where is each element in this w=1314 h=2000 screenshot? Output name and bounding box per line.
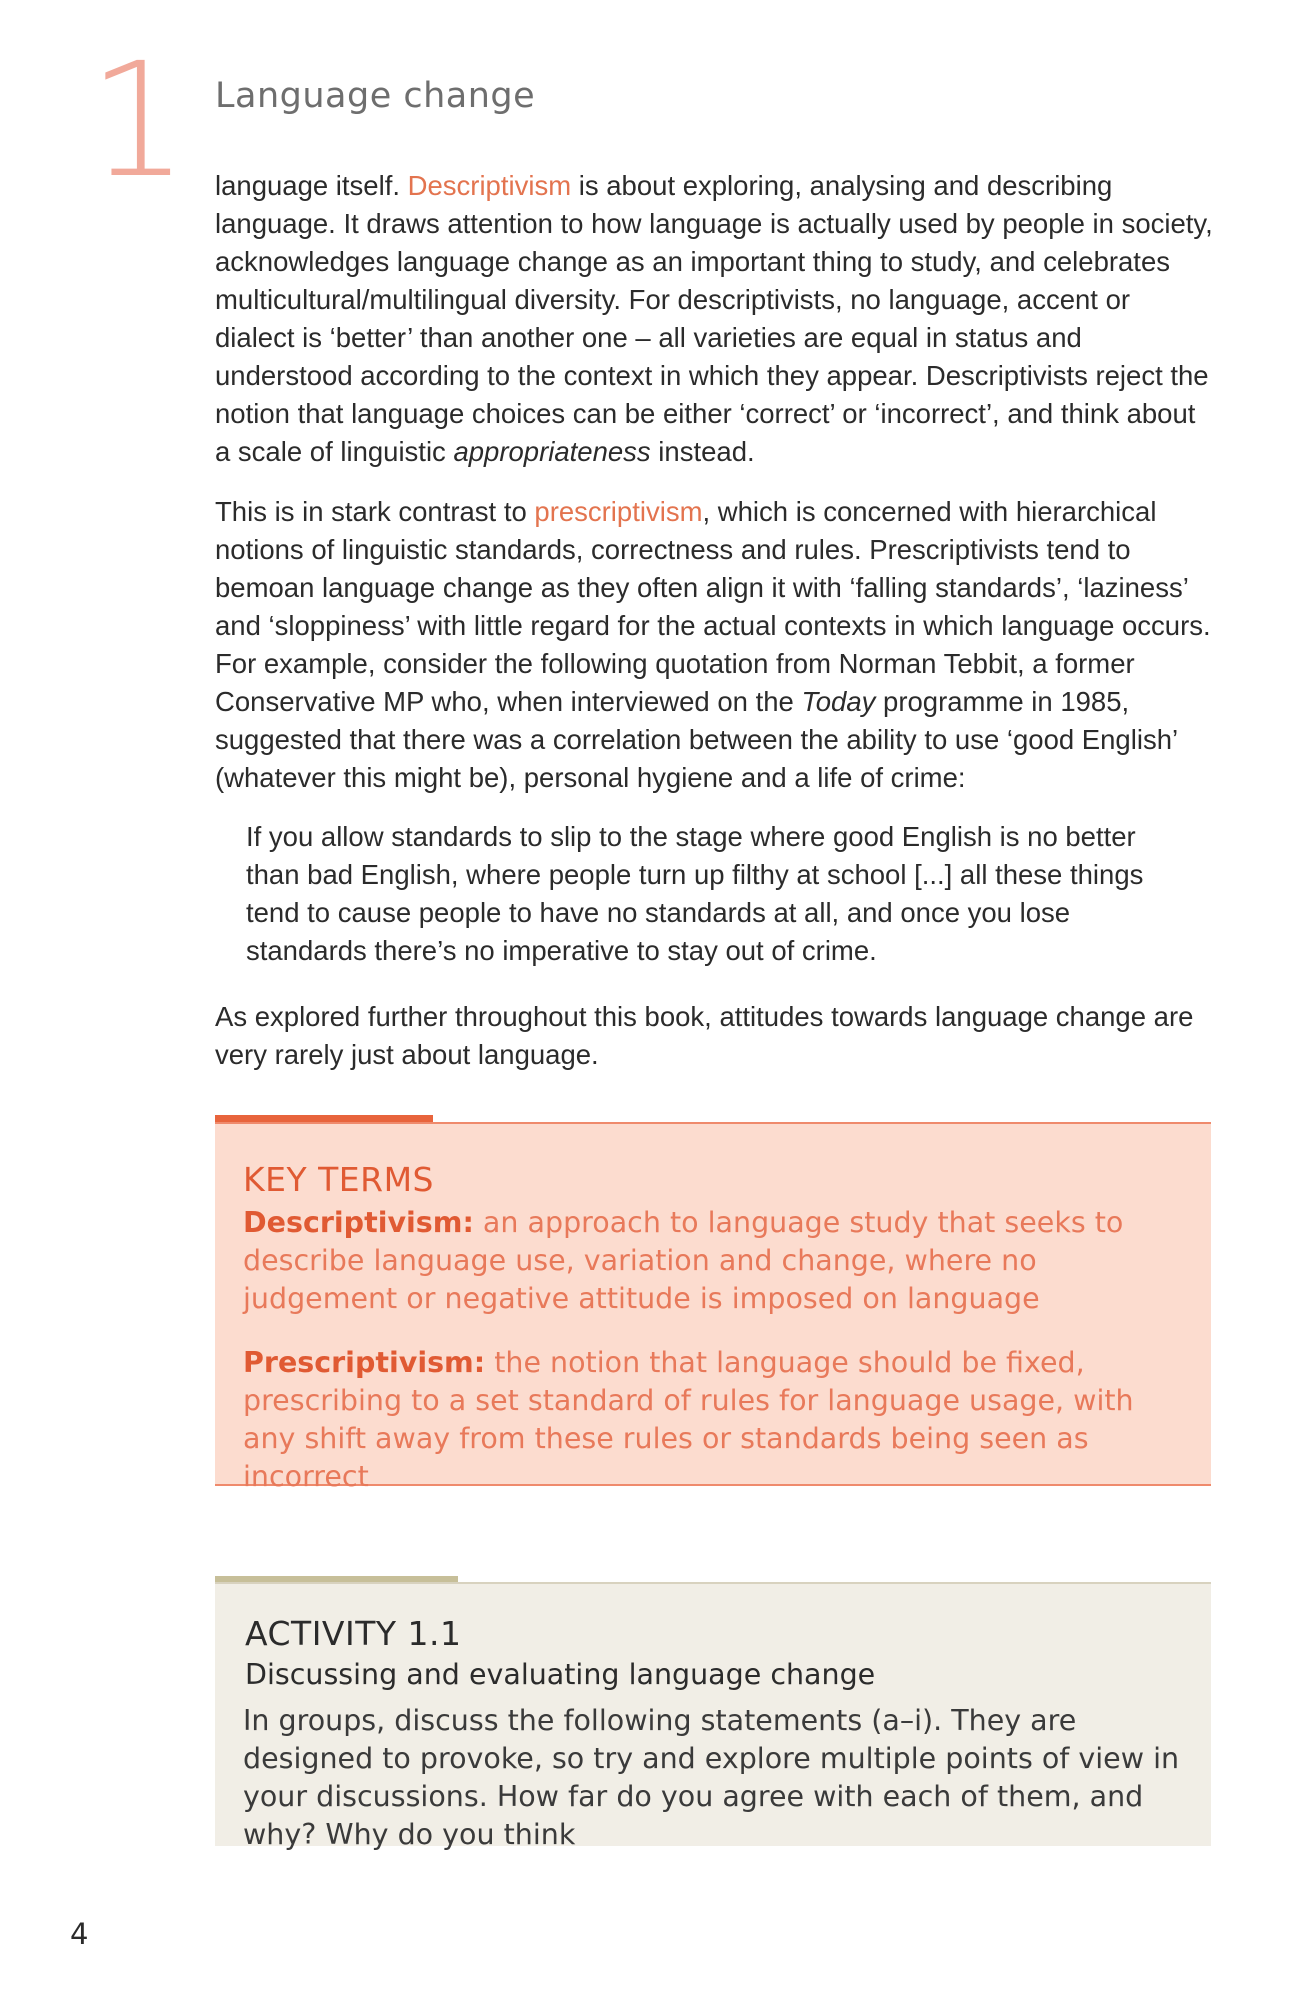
paragraph-text: language itself. — [215, 170, 408, 201]
term-prescriptivism: prescriptivism — [534, 496, 703, 527]
key-terms-heading: KEY TERMS — [243, 1160, 434, 1199]
chapter-number: 1 — [88, 29, 189, 213]
activity-heading: ACTIVITY 1.1 — [245, 1614, 462, 1653]
key-term-definition: the notion that language should be fixed, prescribing to a set standard of rules for language usage, with any shift away from these rules or standards being seen as incorrect — [243, 1346, 1134, 1493]
term-descriptivism: Descriptivism — [407, 170, 572, 201]
activity-box — [215, 1582, 1211, 1851]
paragraph-prescriptivism — [215, 493, 1215, 797]
chapter-title: Language change — [215, 76, 536, 116]
paragraph-text: , which is concerned with hierarchical notions of linguistic standards, correctness and rules. Prescriptivists tend to bemoan language change as they often align it with ‘falling standards’, ‘laziness’ and ‘sloppiness’ with little regard for the actual contexts in which language occurs. For example, consider the following quotation from Norman Tebbit, a former Conservative MP who, when interviewed on the — [215, 496, 1211, 717]
paragraph-descriptivism — [215, 167, 1215, 471]
paragraph-text: instead. — [650, 436, 755, 467]
paragraph-conclusion: As explored further throughout this book, attitudes towards language change are very rarely just about language. — [215, 1001, 1194, 1070]
key-term-entry — [243, 1344, 1163, 1496]
key-term-name: Descriptivism: — [243, 1206, 474, 1239]
emphasis-text: appropriateness — [453, 436, 651, 467]
activity-subtitle: Discussing and evaluating language change — [245, 1658, 876, 1691]
activity-body: In groups, discuss the following statements (a–i). They are designed to provoke, so try and explore multiple points of view in your discussions. How far do you agree with each of them, and why? Why do you think — [243, 1704, 1180, 1851]
paragraph-text: programme in 1985, suggested that there was a correlation between the ability to use ‘good English’ (whatever this might be), personal hygiene and a life of crime: — [215, 686, 1178, 793]
page-number: 4 — [70, 1917, 89, 1951]
block-quote: If you allow standards to slip to the stage where good English is no better than bad English, where people turn up filthy at school [...] all these things tend to cause people to have no standards at all, and once you lose standards there’s no imperative to stay out of crime. — [246, 821, 1144, 966]
paragraph-text: is about exploring, analysing and describing language. It draws attention to how language is actually used by people in society, acknowledges language change as an important thing to study, and celebrates multicultural/multilingual diversity. For descriptivists, no language, accent or dialect is ‘better’ than another one – all varieties are equal in status and understood according to the context in which they appear. Descriptivists reject the notion that language choices can be either ‘correct’ or ‘incorrect’, and think about a scale of linguistic — [215, 170, 1213, 467]
key-term-name: Prescriptivism: — [243, 1346, 486, 1379]
key-term-entry — [243, 1204, 1163, 1318]
key-term-definition: an approach to language study that seeks to describe language use, variation and change, where no judgement or negative attitude is imposed on language — [243, 1206, 1124, 1315]
paragraph-text: This is in stark contrast to — [215, 496, 535, 527]
key-terms-box — [215, 1122, 1211, 1493]
emphasis-text: Today — [801, 686, 876, 717]
